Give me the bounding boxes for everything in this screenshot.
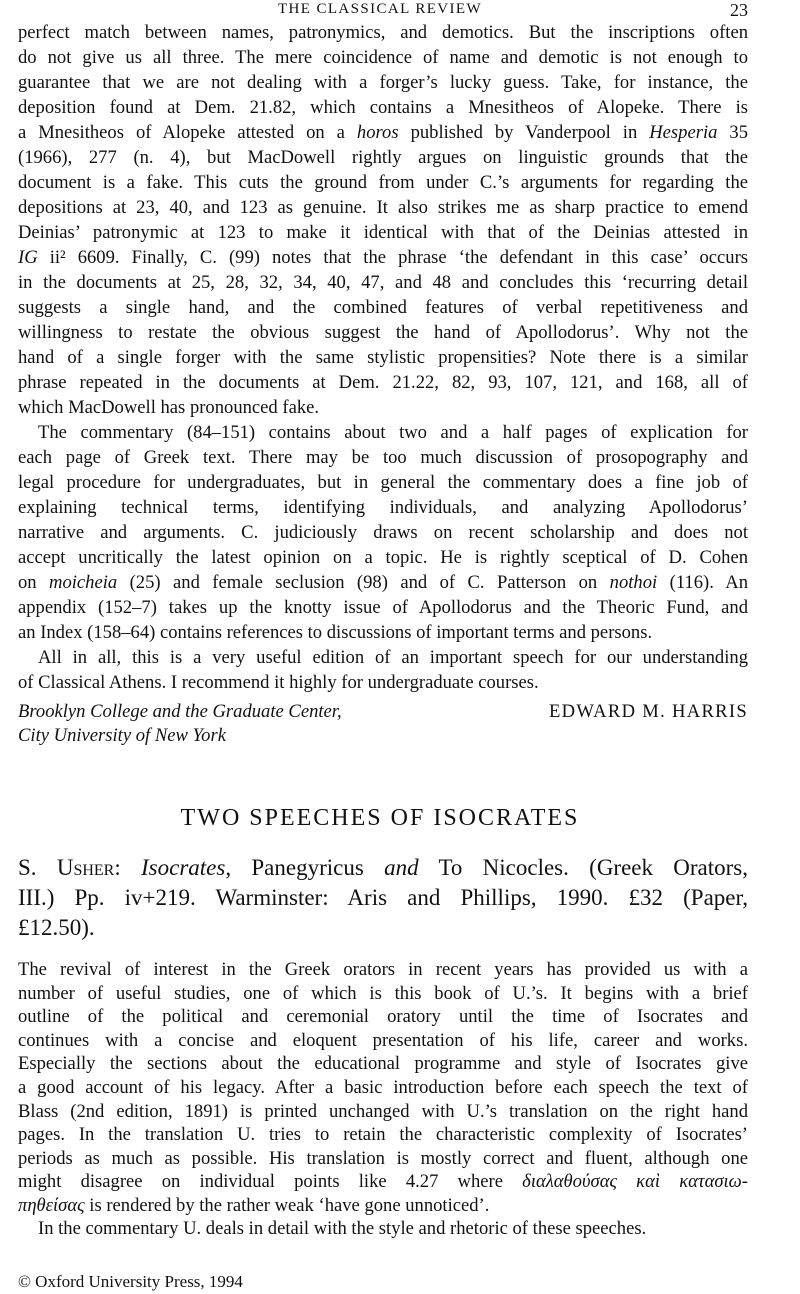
text-run: Especially the sections about the educational programme and style of Isocrates give <box>18 1053 748 1075</box>
text-line <box>18 470 748 495</box>
review-title: TWO SPEECHES OF ISOCRATES <box>180 805 580 831</box>
text-run: guarantee that we are not dealing with a forger’s lucky guess. Take, for instance, the <box>18 72 748 93</box>
text-run: phrase repeated in the documents at Dem. 21.22, 82, 93, 107, 121, and 168, all of <box>18 372 748 393</box>
text-run: outline of the political and ceremonial oratory until the time of Isocrates and <box>18 1006 748 1028</box>
text-line <box>18 320 748 345</box>
italic-text: and <box>384 855 419 880</box>
text-line <box>18 195 748 220</box>
text-line <box>18 520 748 545</box>
italic-text: nothoi <box>609 572 658 593</box>
text-run: S. <box>18 855 57 880</box>
text-line <box>18 913 748 943</box>
text-line <box>18 1076 748 1100</box>
text-run: narrative and arguments. C. judiciously draws on recent scholarship and does not <box>18 522 748 543</box>
text-run: £12.50). <box>18 915 95 940</box>
text-run: in the documents at 25, 28, 32, 34, 40, 47, and 48 and concludes this ‘recurring detail <box>18 272 748 293</box>
text-line <box>18 645 748 670</box>
text-line <box>18 170 748 195</box>
text-line <box>18 370 748 395</box>
text-run: an Index (158–64) contains references to discussions of important terms and persons. <box>18 622 653 643</box>
text-run: published by Vanderpool in <box>398 122 650 143</box>
review2-paragraph-2 <box>18 1217 748 1241</box>
text-line <box>18 420 748 445</box>
text-line <box>18 295 748 320</box>
reviewer-affiliation <box>18 700 342 748</box>
text-run: each page of Greek text. There may be too much discussion of prosopography and <box>18 447 748 468</box>
text-line <box>18 883 748 913</box>
text-line <box>18 270 748 295</box>
book-citation <box>18 853 748 943</box>
text-line <box>18 1170 748 1194</box>
text-line <box>18 1052 748 1076</box>
text-line <box>18 145 748 170</box>
text-line <box>18 595 748 620</box>
text-line <box>18 853 748 883</box>
text-run: 35 <box>717 122 748 143</box>
affiliation-line: Brooklyn College and the Graduate Center, <box>18 701 342 722</box>
running-head <box>0 0 800 22</box>
text-run: (25) and female seclusion (98) and of C. Patterson on <box>117 572 610 593</box>
text-run: hand of a single forger with the same stylistic propensities? Note there is a similar <box>18 347 748 368</box>
text-line <box>18 620 748 645</box>
text-run: In the commentary U. deals in detail with the style and rhetoric of these speeches. <box>38 1218 647 1239</box>
text-line <box>18 545 748 570</box>
text-run: a good account of his legacy. After a basic introduction before each speech the text of <box>18 1076 748 1098</box>
text-line <box>18 570 748 595</box>
text-run: do not give us all three. The mere coincidence of name and demotic is not enough to <box>18 47 748 68</box>
text-line <box>18 70 748 95</box>
text-run: The commentary (84–151) contains about two and a half pages of explication for <box>38 422 748 443</box>
text-run: might disagree on individual points like 4.27 where <box>18 1171 523 1193</box>
text-line <box>18 45 748 70</box>
text-line <box>18 220 748 245</box>
journal-title: THE CLASSICAL REVIEW <box>277 1 483 17</box>
text-line <box>18 345 748 370</box>
italic-text: IG <box>18 247 38 268</box>
italic-text: horos <box>356 122 399 143</box>
text-line <box>18 1194 748 1218</box>
text-line <box>18 1217 748 1241</box>
text-run: deposition found at Dem. 21.82, which contains a Mnesitheos of Alopeke. There is <box>18 97 748 118</box>
text-line <box>18 495 748 520</box>
text-line <box>18 958 748 982</box>
text-line <box>18 20 748 45</box>
reviewer-name: EDWARD M. HARRIS <box>548 701 748 722</box>
italic-text: Isocrates <box>141 855 226 880</box>
page-number: 23 <box>730 0 748 20</box>
text-run: which MacDowell has pronounced fake. <box>18 397 320 418</box>
text-run: The revival of interest in the Greek orators in recent years has provided us with a <box>18 959 748 980</box>
text-line <box>18 982 748 1006</box>
text-line <box>18 245 748 270</box>
text-line <box>18 95 748 120</box>
text-run: number of useful studies, one of which is this book of U.’s. It begins with a brief <box>18 982 748 1004</box>
text-line <box>18 670 748 695</box>
text-line <box>18 1147 748 1171</box>
affiliation-line: City University of New York <box>18 725 226 746</box>
small-caps-text: Usher <box>56 855 115 880</box>
italic-text: διαλαθούσας καὶ κατασιω- <box>522 1171 748 1193</box>
italic-text: Hesperia <box>649 122 718 143</box>
text-line <box>18 1123 748 1147</box>
text-run: (1966), 277 (n. 4), but MacDowell rightly argues on linguistic grounds that the <box>18 147 748 168</box>
text-run: document is a fake. This cuts the ground from under C.’s arguments for regarding the <box>18 172 748 193</box>
text-run: appendix (152–7) takes up the knotty issue of Apollodorus and the Theoric Fund, and <box>18 597 748 618</box>
text-run: periods as much as possible. His translation is mostly correct and fluent, although one <box>18 1147 748 1169</box>
italic-text: πηθείσας <box>18 1194 85 1216</box>
text-run: a Mnesitheos of Alopeke attested on a <box>18 122 357 143</box>
text-run: of Classical Athens. I recommend it highly for undergraduate courses. <box>18 672 539 693</box>
copyright-notice: © Oxford University Press, 1994 <box>18 1272 243 1291</box>
text-run: : <box>114 855 142 880</box>
text-run: , Panegyricus <box>225 855 385 880</box>
text-line <box>18 395 748 420</box>
text-run: All in all, this is a very useful edition of an important speech for our understanding <box>38 647 748 668</box>
text-line <box>18 120 748 145</box>
text-run: perfect match between names, patronymics, and demotics. But the inscriptions often <box>18 22 748 43</box>
text-run: pages. In the translation U. tries to retain the characteristic complexity of Isocrates’ <box>18 1124 748 1146</box>
italic-text: moicheia <box>49 572 118 593</box>
text-run: on <box>18 572 50 593</box>
text-run: depositions at 23, 40, and 123 as genuine. It also strikes me as sharp practice to emend <box>18 197 748 218</box>
text-line <box>18 445 748 470</box>
text-run: ii² 6609. Finally, C. (99) notes that the phrase ‘the defendant in this case’ occurs <box>37 247 748 268</box>
text-line <box>18 1005 748 1029</box>
review1-paragraph-1 <box>18 20 748 420</box>
text-run: suggests a single hand, and the combined features of verbal repetitiveness and <box>18 297 748 318</box>
review2-paragraph-1 <box>18 958 748 1218</box>
text-run: Blass (2nd edition, 1891) is printed unchanged with U.’s translation on the right hand <box>18 1100 748 1122</box>
text-run: accept uncritically the latest opinion on a topic. He is rightly sceptical of D. Cohen <box>18 547 748 568</box>
review1-paragraph-2 <box>18 420 748 645</box>
text-line <box>18 1029 748 1053</box>
text-run: Deinias’ patronymic at 123 to make it identical with that of the Deinias attested in <box>18 222 748 243</box>
text-run: legal procedure for undergraduates, but in general the commentary does a fine job of <box>18 472 748 493</box>
text-line <box>18 1100 748 1124</box>
text-run: (116). An <box>657 572 748 593</box>
text-run: To Nicocles. (Greek Orators, <box>418 855 749 880</box>
text-run: willingness to restate the obvious suggest the hand of Apollodorus’. Why not the <box>18 322 748 343</box>
text-run: continues with a concise and eloquent presentation of his life, career and works. <box>18 1029 748 1051</box>
review1-paragraph-3 <box>18 645 748 695</box>
text-run: is rendered by the rather weak ‘have gone unnoticed’. <box>84 1194 490 1216</box>
text-run: explaining technical terms, identifying individuals, and analyzing Apollodorus’ <box>18 497 748 518</box>
text-run: III.) Pp. iv+219. Warminster: Aris and Phillips, 1990. £32 (Paper, <box>18 885 748 910</box>
